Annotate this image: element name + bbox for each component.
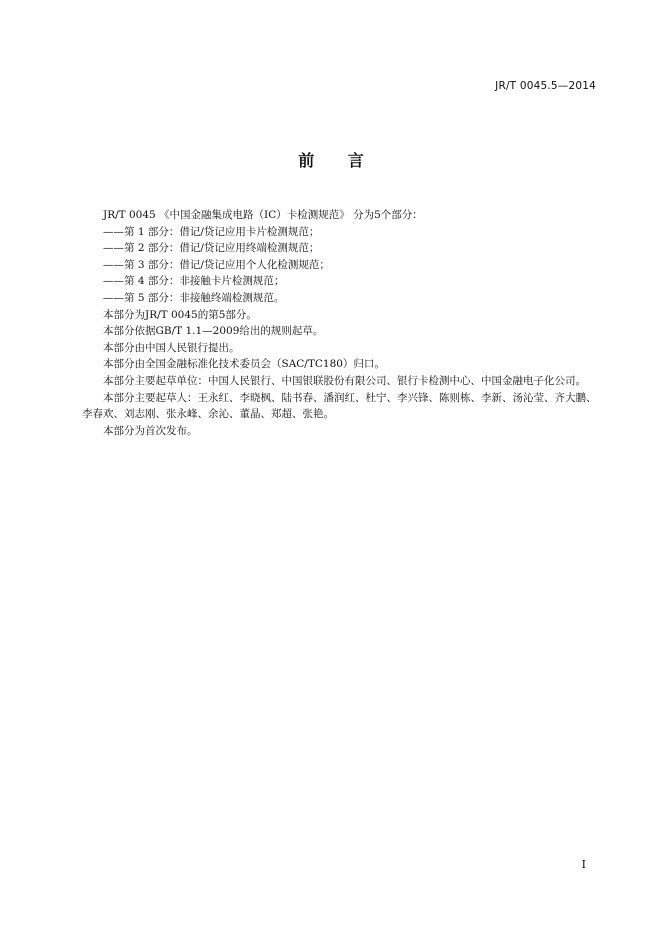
paragraph-part-statement: 本部分为JR/T 0045的第5部分。 <box>103 308 257 321</box>
document-code: JR/T 0045.5—2014 <box>495 80 596 92</box>
foreword-body <box>82 207 598 439</box>
list-item-part-1: ——第 1 部分：借记/贷记应用卡片检测规范； <box>103 225 320 238</box>
page-number: I <box>581 858 586 871</box>
paragraph-drafting-units: 本部分主要起草单位：中国人民银行、中国银联股份有限公司、银行卡检测中心、中国金融电子化公司。 <box>103 374 586 387</box>
paragraph-committee: 本部分由全国金融标准化技术委员会（SAC/TC180）归口。 <box>103 358 385 371</box>
paragraph-drafting-rules: 本部分依据GB/T 1.1—2009给出的规则起草。 <box>103 325 324 338</box>
paragraph-intro: JR/T 0045 《中国金融集成电路（IC）卡检测规范》 分为5个部分： <box>103 209 423 221</box>
paragraph-first-release: 本部分为首次发布。 <box>103 424 198 437</box>
paragraph-proposer: 本部分由中国人民银行提出。 <box>103 341 240 354</box>
list-item-part-4: ——第 4 部分：非接触卡片检测规范； <box>103 275 285 288</box>
list-item-part-5: ——第 5 部分：非接触终端检测规范。 <box>103 291 285 304</box>
paragraph-drafters: 本部分主要起草人：王永红、李晓枫、陆书春、潘润红、杜宁、李兴锋、陈则栋、李新、汤沁莹、齐大鹏、李春欢、刘志刚、张永峰、余沁、董晶、郑超、张艳。 <box>82 391 597 421</box>
page-title: 前 言 <box>298 151 378 170</box>
list-item-part-2: ——第 2 部分：借记/贷记应用终端检测规范； <box>103 242 320 255</box>
list-item-part-3: ——第 3 部分：借记/贷记应用个人化检测规范； <box>103 258 330 271</box>
